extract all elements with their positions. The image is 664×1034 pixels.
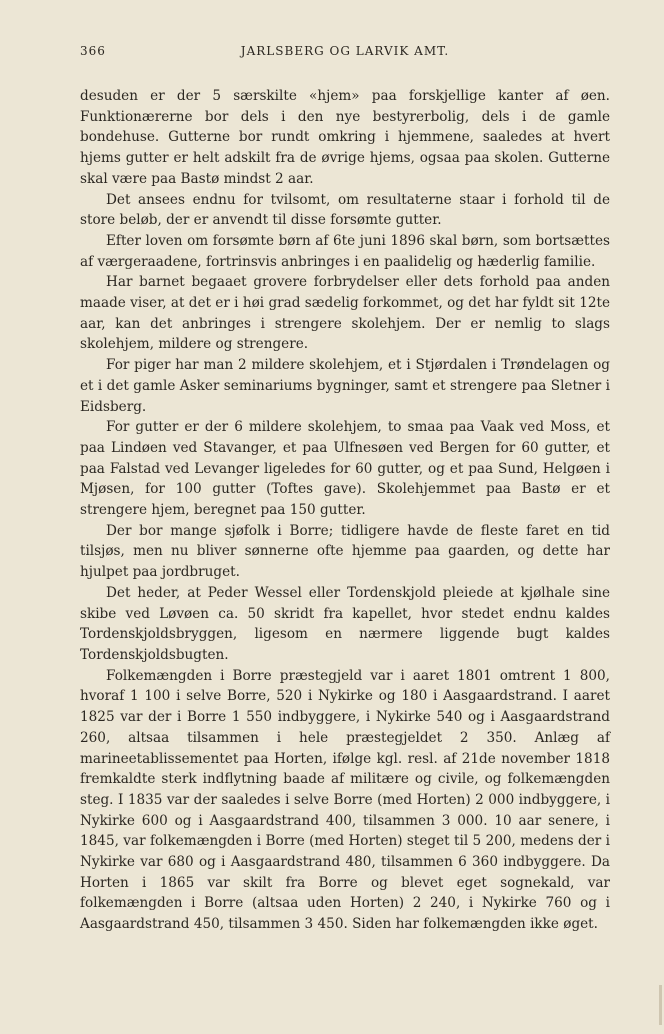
paragraph: Folkemængden i Borre præstegjeld var i aaret 1801 omtrent 1 800, hvoraf 1 100 i selve Borre, 520 i Nykirke og 180 i Aasgaardstrand. I aaret 1825 var der i Borre 1 550 indbyggere, i Nykirke 540 og i Aasgaardstrand 260, altsaa tilsammen i hele præstegjeldet 2 350. Anlæg af marineetablissementet paa Horten, ifølge kgl. resl. af 21de november 1818 fremkaldte sterk indflytning baade af militære og civile, og folkemængden steg. I 1835 var der saaledes i selve Borre (med Horten) 2 000 indbyggere, i Nykirke 600 og i Aasgaardstrand 400, tilsammen 3 000. 10 aar senere, i 1845, var folkemængden i Borre (med Horten) steget til 5 200, medens der i Nykirke var 680 og i Aasgaardstrand 480, tilsammen 6 360 indbyggere. Da Horten i 1865 var skilt fra Borre og blevet eget sognekald, var folkemængden i Borre (altsaa uden Horten) 2 240, i Nykirke 760 og i Aasgaardstrand 450, tilsammen 3 450. Siden har folkemængden ikke øget. <box>80 667 610 933</box>
paragraph: Har barnet begaaet grovere forbrydelser eller dets forhold paa anden maade viser, at det er i høi grad sædelig forkommet, og det har fyldt sit 12te aar, kan det anbringes i strengere skolehjem. Der er nemlig to slags skolehjem, mildere og strengere. <box>80 274 610 353</box>
paragraph: For gutter er der 6 mildere skolehjem, to smaa paa Vaak ved Moss, et paa Lindøen ved Stavanger, et paa Ulfnesøen ved Bergen for 60 gutter, et paa Falstad ved Levanger ligeledes for 60 gutter, og et paa Sund, Helgøen i Mjøsen, for 100 gutter (Toftes gave). Skolehjemmet paa Bastø er et strengere hjem, beregnet paa 150 gutter. <box>80 419 610 519</box>
running-title: JARLSBERG OG LARVIK AMT. <box>240 44 450 58</box>
page-edge-shadow <box>659 985 662 1025</box>
paragraph: Efter loven om forsømte børn af 6te juni 1896 skal børn, som bortsættes af værgeraadene, fortrinsvis anbringes i en paalidelig og hæderlig familie. <box>80 232 610 270</box>
paragraph: Der bor mange sjøfolk i Borre; tidligere havde de fleste faret en tid tilsjøs, men nu bliver sønnerne ofte hjemme paa gaarden, og dette har hjulpet paa jordbruget. <box>80 522 610 581</box>
paragraph: For piger har man 2 mildere skolehjem, et i Stjørdalen i Trøndelagen og et i det gamle Asker seminariums bygninger, samt et strengere paa Sletner i Eidsberg. <box>80 357 610 415</box>
page-header <box>80 44 610 64</box>
paragraph: desuden er der 5 særskilte «hjem» paa forskjellige kanter af øen. Funktionærerne bor dels i den nye bestyrerbolig, dels i de gamle bondehuse. Gutterne bor rundt omkring i hjemmene, saaledes at hvert hjems gutter er helt adskilt fra de øvrige hjems, ogsaa paa skolen. Gutterne skal være paa Bastø mindst 2 aar. <box>80 88 610 187</box>
paragraph: Det ansees endnu for tvilsomt, om resultaterne staar i forhold til de store beløb, der er anvendt til disse forsømte gutter. <box>80 191 610 229</box>
page-number: 366 <box>80 44 106 58</box>
body-text <box>80 86 610 935</box>
paragraph: Det heder, at Peder Wessel eller Tordenskjold pleiede at kjølhale sine skibe ved Løvøen ca. 50 skridt fra kapellet, hvor stedet endnu kaldes Tordenskjoldsbryggen, ligesom en nærmere liggende bugt kaldes Tordenskjoldsbugten. <box>80 584 610 663</box>
